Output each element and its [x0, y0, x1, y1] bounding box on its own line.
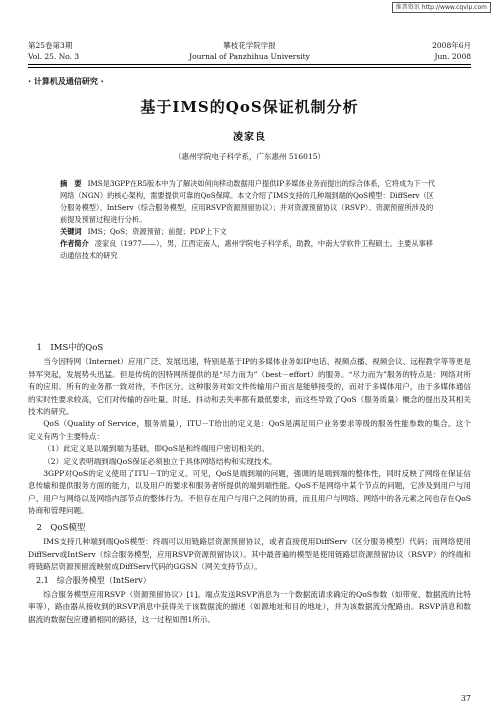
- paragraph: 当今因特网（Internet）应用广泛、发展迅速，特别是基于IP的多媒体业务如IP电话、视频点播、视频会议、远程教学等等更是异军突起，发展势头迅猛。但是传统的因特网所提供的是“尽力而为”（best－effort）的服务。“尽力而为”服务的特点是：网络对所有的应用、所有的业务都一致对待，不作区分。这种服务对如文件传输用户而言是能够接受的，而对于多媒体用户，由于多媒体通信的实时性要求较高，它们对传输的吞吐量、时延、抖动和丢失率都有最低要求，而这些导致了QoS（服务质量）概念的提出及其相关技术的研究。: [28, 357, 471, 417]
- paragraph: 3GPP对QoS的定义使用了ITU－T的定义。可见，QoS是端到端的问题，强调的是端到端的整体性，同时反映了网络在保证信息传输和提供服务方面的能力，以及用户的要求和服务者所提供的端到端性能。QoS不是网络中某个节点的问题，它涉及到用户与用户、用户与网络以及网络内部节点的整体行为。不但存在用户与用户之间的协商，而且用户与网络、网络中的各元素之间也存在QoS协商和管理问题。: [28, 469, 471, 516]
- date-cn: 2008年6月: [432, 41, 471, 50]
- keywords-label: 关键词: [60, 227, 82, 236]
- header-rule-thick: [28, 64, 471, 65]
- abstract-label: 摘 要: [60, 179, 82, 188]
- section-1-heading: 1 IMS中的QoS: [36, 343, 104, 353]
- section-2-heading: 2 QoS模型: [36, 522, 86, 533]
- header-right: [432, 40, 471, 62]
- author-bio: [60, 238, 439, 262]
- page-number: 37: [460, 694, 471, 703]
- journal-en: Journal of Panzhihua University: [189, 52, 310, 61]
- keywords: [60, 226, 439, 238]
- section-2-1-heading: 2.1 综合服务模型（IntServ）: [36, 576, 151, 586]
- date-en: Jun. 2008: [434, 52, 471, 61]
- header-rule-thin: [28, 67, 471, 68]
- paper-title: 基于IMS的QoS保证机制分析: [140, 98, 359, 116]
- keywords-text: IMS；QoS；资源预留；前提；PDP上下文: [87, 227, 227, 236]
- volume-cn: 第25卷第3期: [28, 41, 73, 50]
- abstract-block: [60, 178, 439, 262]
- affiliation: （惠州学院电子科学系，广东惠州 516015）: [173, 152, 325, 161]
- paragraph: 综合服务模型应用RSVP（资源预留协议）[1]。端点发送RSVP消息为一个数据流请求确定的QoS参数（如带宽、数据流的比特率等），路由器从接收到的RSVP消息中获得关于该数据流的描述（如源地址和目的地址），并为该数据流分配路由。RSVP消息和数据流的数据包应遵循相同的路径，这一过程如图1所示。: [28, 589, 471, 624]
- author-name: 凌家良: [233, 132, 266, 143]
- paragraph: QoS（Quality of Service，服务质量），ITU－T给出的定义是：QoS是满足用户业务要求等级的服务性能参数的集合。这个定义有两个主要特点：: [28, 419, 471, 441]
- paragraph: （1）此定义是以端到端为基础，即QoS是和终端用户密切相关的。: [43, 444, 270, 454]
- author-bio-label: 作者简介: [60, 239, 89, 248]
- body-text: [28, 338, 471, 626]
- author-bio-text: 凌家良（1977——），男，江西定南人，惠州学院电子科学系，助教，中南大学软件工程硕士。主要从事移动通信技术的研究: [60, 239, 433, 260]
- paragraph: （2）定义表明端到端QoS保证必须独立于具体网络结构和实现技术。: [43, 456, 277, 466]
- paragraph: IMS支持几种端到端QoS模型：终端可以用链路层资源预留协议，或者直接使用DiffServ（区分服务模型）代码；而网络使用DiffServ或IntServ（综合服务模型，应用RSVP资源预留协议）。其中最普遍的模型是使用链路层资源预留协议（RSVP）的终端和将链路层资源预留流映射成DiffServ代码的GGSN（网关支持节点）。: [28, 537, 471, 571]
- header-center: [28, 40, 471, 62]
- abstract: [60, 178, 439, 226]
- watermark: 维普资讯 http://www.cqvip.com: [392, 2, 491, 13]
- volume-en: Vol. 25. No. 3: [28, 52, 80, 61]
- journal-cn: 攀枝花学院学报: [223, 41, 276, 50]
- column-heading: · 计算机及通信研究 ·: [28, 77, 104, 86]
- abstract-text: IMS是3GPP在R5版本中为了解决如何向移动数据用户提供IP多媒体业务而提出的综合体系，它将成为下一代网络（NGN）的核心架构，需要提供可靠的QoS保障。本文介绍了IMS支持的几种端到端的QoS模型：DiffServ（区分服务模型）、IntServ（综合服务模型，应用RSVP资源预留协议）；并对资源预留协议（RSVP）、资源预留所涉及的前提及预留过程进行分析。: [60, 179, 436, 224]
